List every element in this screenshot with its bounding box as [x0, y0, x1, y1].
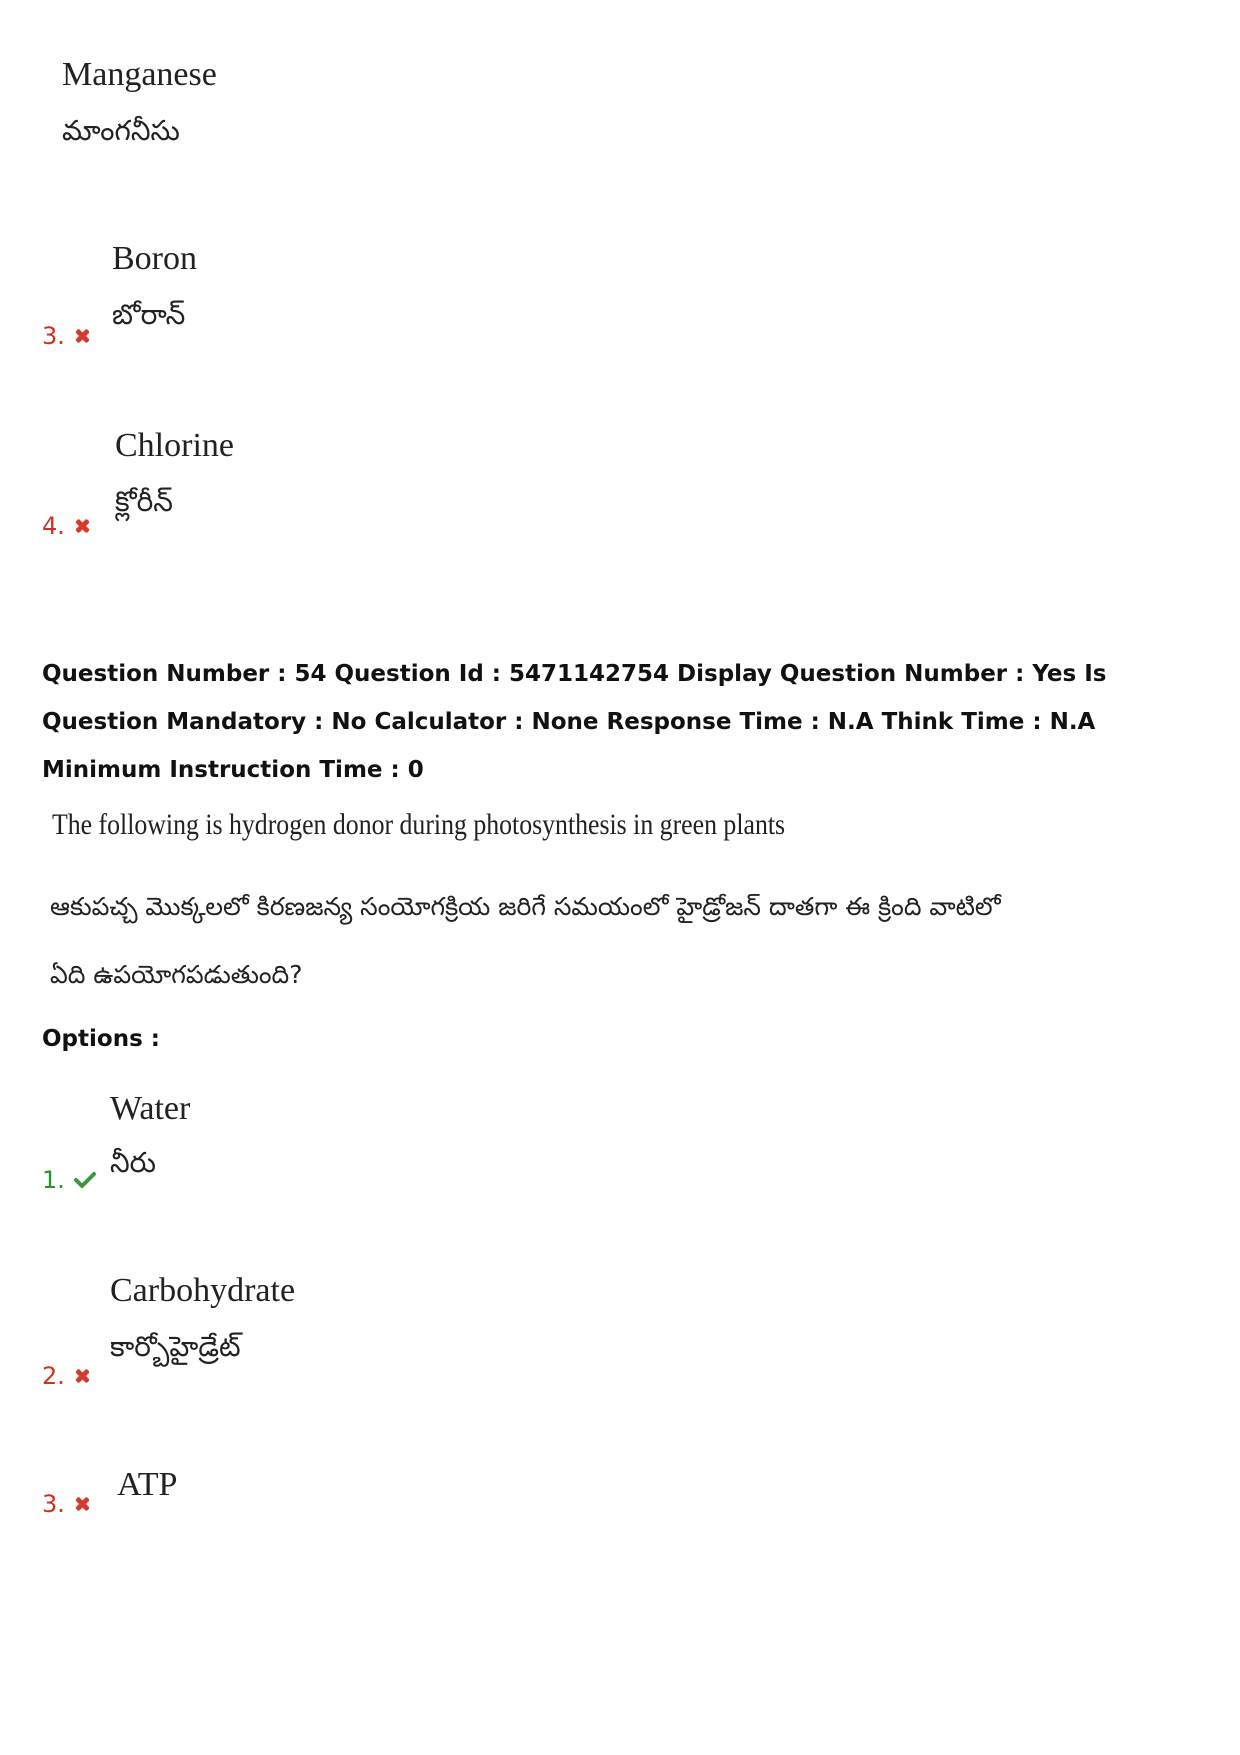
prev-option-4-marker: [42, 512, 91, 540]
prev-option-en: Manganese: [62, 56, 217, 93]
cross-icon: [73, 517, 91, 535]
options-label: Options :: [42, 1026, 160, 1052]
option-2-en: Carbohydrate: [110, 1272, 296, 1309]
prev-option-3-marker: [42, 322, 91, 350]
option-2-marker: [42, 1362, 91, 1390]
option-2-te: కార్బోహైడ్రేట్: [110, 1330, 241, 1363]
prev-option-4-en: Chlorine: [115, 427, 234, 464]
question-text-te-line2: ఏది ఉపయోగపడుతుంది?: [50, 960, 303, 989]
option-number: 3.: [42, 322, 65, 350]
prev-option-4-te: క్లోరీన్: [115, 485, 173, 518]
option-1-marker: [42, 1166, 97, 1194]
cross-icon: [73, 327, 91, 345]
option-number: 1.: [42, 1166, 65, 1194]
option-number: 3.: [42, 1490, 65, 1518]
prev-option-3-te: బోరాన్: [112, 298, 186, 331]
cross-icon: [73, 1367, 91, 1385]
option-3-en: ATP: [117, 1466, 178, 1503]
option-1-te: నీరు: [110, 1146, 156, 1179]
check-icon: [73, 1170, 97, 1190]
option-number: 4.: [42, 512, 65, 540]
cross-icon: [73, 1495, 91, 1513]
prev-option-te: మాంగనీసు: [62, 114, 180, 147]
prev-option-3-en: Boron: [112, 240, 197, 277]
option-3-marker: [42, 1490, 91, 1518]
question-text-te-line1: ఆకుపచ్చ మొక్కలలో కిరణజన్య సంయోగక్రియ జరిగే సమయంలో హైడ్రోజన్ దాతగా ఈ క్రింది వాటిలో: [50, 892, 1001, 921]
option-1-en: Water: [110, 1090, 191, 1127]
question-meta: Question Number : 54 Question Id : 5471142754 Display Question Number : Yes Is Question Mandatory : No Calculator : None Response Time : N.A Think Time : N.A Minimum Instruction Time : 0: [42, 661, 1107, 783]
question-text-en: The following is hydrogen donor during photosynthesis in green plants: [52, 808, 786, 841]
option-number: 2.: [42, 1362, 65, 1390]
